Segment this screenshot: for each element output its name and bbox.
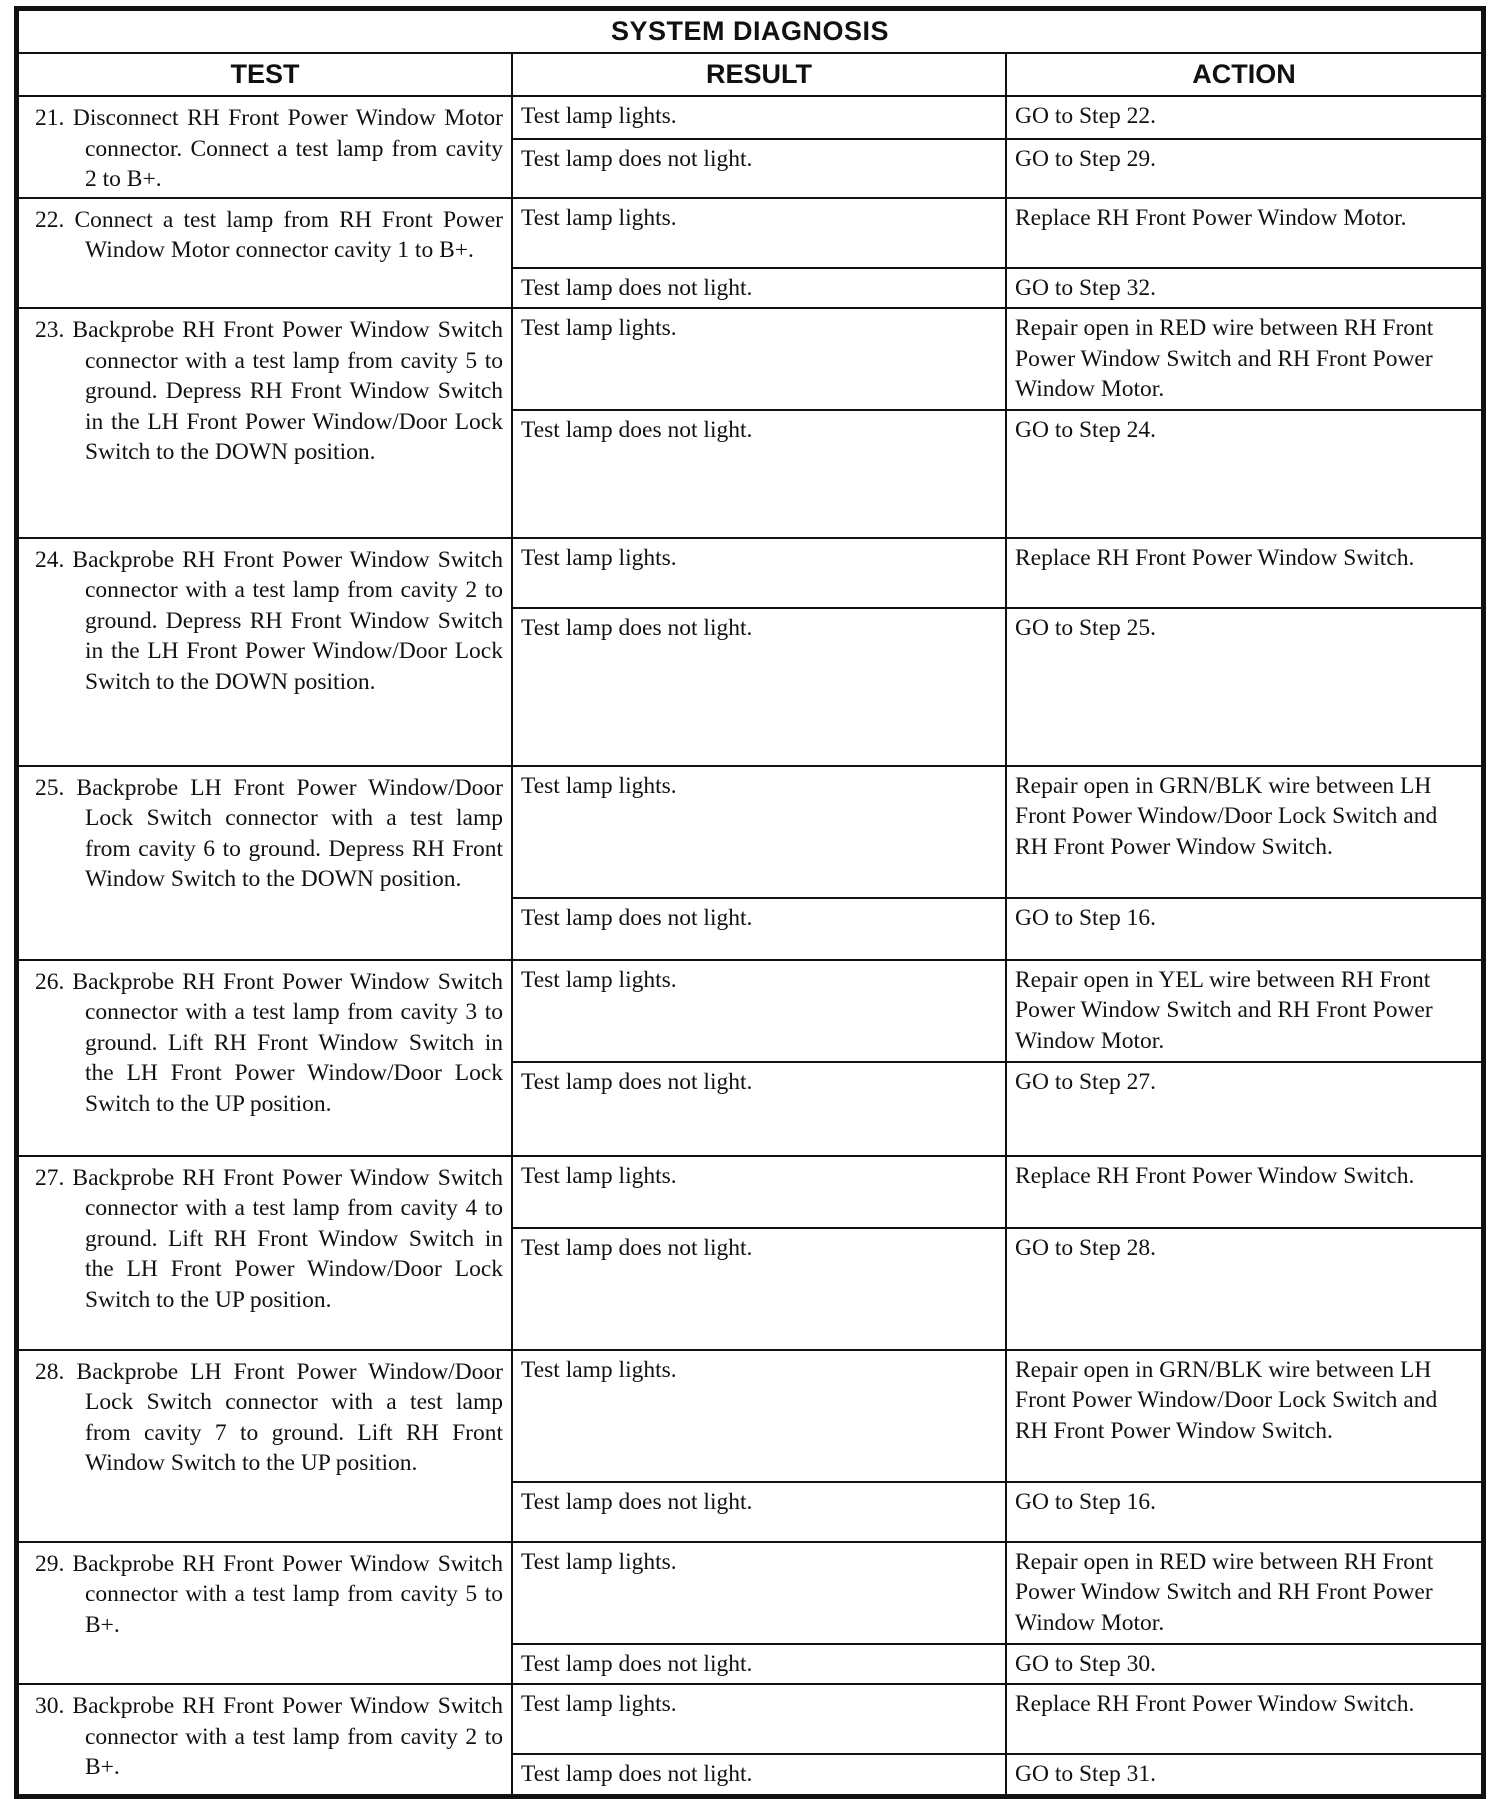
title-row xyxy=(18,10,1482,53)
action-cell: GO to Step 27. xyxy=(1006,1062,1482,1156)
result-cell: Test lamp lights. xyxy=(512,308,1006,410)
result-cell: Test lamp lights. xyxy=(512,1156,1006,1228)
test-step-21: 21. Disconnect RH Front Power Window Motor connector. Connect a test lamp from cavity 2 to B+. xyxy=(18,96,512,198)
table-row xyxy=(18,96,1482,139)
table-body xyxy=(18,96,1482,1795)
test-step-24: 24. Backprobe RH Front Power Window Switch connector with a test lamp from cavity 2 to ground. Depress RH Front Window Switch in the LH Front Power Window/Door Lock Switch to the DOWN position. xyxy=(18,538,512,766)
table-row xyxy=(18,1684,1482,1754)
test-step-25: 25. Backprobe LH Front Power Window/Door Lock Switch connector with a test lamp from cavity 6 to ground. Depress RH Front Window Switch to the DOWN position. xyxy=(18,766,512,960)
action-cell: Repair open in GRN/BLK wire between LH Front Power Window/Door Lock Switch and RH Front Power Window Switch. xyxy=(1006,1350,1482,1482)
action-cell: GO to Step 28. xyxy=(1006,1228,1482,1350)
result-cell: Test lamp does not light. xyxy=(512,1644,1006,1685)
header-test: TEST xyxy=(18,53,512,96)
result-cell: Test lamp does not light. xyxy=(512,410,1006,538)
table-row xyxy=(18,308,1482,410)
table-row xyxy=(18,198,1482,268)
result-cell: Test lamp does not light. xyxy=(512,139,1006,197)
action-cell: GO to Step 31. xyxy=(1006,1754,1482,1795)
action-cell: GO to Step 29. xyxy=(1006,139,1482,197)
test-step-30: 30. Backprobe RH Front Power Window Switch connector with a test lamp from cavity 2 to B+. xyxy=(18,1684,512,1795)
action-cell: Replace RH Front Power Window Switch. xyxy=(1006,1684,1482,1754)
test-step-22: 22. Connect a test lamp from RH Front Power Window Motor connector cavity 1 to B+. xyxy=(18,198,512,309)
result-cell: Test lamp lights. xyxy=(512,1542,1006,1644)
result-cell: Test lamp lights. xyxy=(512,198,1006,268)
action-cell: GO to Step 24. xyxy=(1006,410,1482,538)
result-cell: Test lamp lights. xyxy=(512,1684,1006,1754)
test-step-26: 26. Backprobe RH Front Power Window Switch connector with a test lamp from cavity 3 to ground. Lift RH Front Window Switch in the LH Front Power Window/Door Lock Switch to the UP position. xyxy=(18,960,512,1156)
table-row xyxy=(18,1156,1482,1228)
result-cell: Test lamp lights. xyxy=(512,766,1006,898)
action-cell: Repair open in GRN/BLK wire between LH Front Power Window/Door Lock Switch and RH Front Power Window Switch. xyxy=(1006,766,1482,898)
result-cell: Test lamp lights. xyxy=(512,538,1006,608)
test-step-29: 29. Backprobe RH Front Power Window Switch connector with a test lamp from cavity 5 to B+. xyxy=(18,1542,512,1685)
action-cell: GO to Step 30. xyxy=(1006,1644,1482,1685)
action-cell: GO to Step 25. xyxy=(1006,608,1482,766)
result-cell: Test lamp lights. xyxy=(512,1350,1006,1482)
table-row xyxy=(18,538,1482,608)
table-row xyxy=(18,1542,1482,1644)
result-cell: Test lamp does not light. xyxy=(512,1062,1006,1156)
result-cell: Test lamp lights. xyxy=(512,960,1006,1062)
result-cell: Test lamp lights. xyxy=(512,96,1006,139)
action-cell: Replace RH Front Power Window Switch. xyxy=(1006,1156,1482,1228)
result-cell: Test lamp does not light. xyxy=(512,1754,1006,1795)
action-cell: GO to Step 16. xyxy=(1006,1482,1482,1542)
result-cell: Test lamp does not light. xyxy=(512,1482,1006,1542)
action-cell: Repair open in YEL wire between RH Front Power Window Switch and RH Front Power Window Motor. xyxy=(1006,960,1482,1062)
diagnosis-table xyxy=(17,9,1483,1796)
diagnosis-sheet xyxy=(14,6,1486,1799)
result-cell: Test lamp does not light. xyxy=(512,1228,1006,1350)
action-cell: Replace RH Front Power Window Motor. xyxy=(1006,198,1482,268)
header-result: RESULT xyxy=(512,53,1006,96)
table-row xyxy=(18,960,1482,1062)
result-cell: Test lamp does not light. xyxy=(512,898,1006,960)
test-step-28: 28. Backprobe LH Front Power Window/Door Lock Switch connector with a test lamp from cavity 7 to ground. Lift RH Front Window Switch to the UP position. xyxy=(18,1350,512,1542)
test-step-23: 23. Backprobe RH Front Power Window Switch connector with a test lamp from cavity 5 to ground. Depress RH Front Window Switch in the LH Front Power Window/Door Lock Switch to the DOWN position. xyxy=(18,308,512,538)
test-step-27: 27. Backprobe RH Front Power Window Switch connector with a test lamp from cavity 4 to ground. Lift RH Front Window Switch in the LH Front Power Window/Door Lock Switch to the UP position. xyxy=(18,1156,512,1350)
action-cell: Repair open in RED wire between RH Front Power Window Switch and RH Front Power Window Motor. xyxy=(1006,308,1482,410)
action-cell: Repair open in RED wire between RH Front Power Window Switch and RH Front Power Window Motor. xyxy=(1006,1542,1482,1644)
action-cell: Replace RH Front Power Window Switch. xyxy=(1006,538,1482,608)
header-action: ACTION xyxy=(1006,53,1482,96)
action-cell: GO to Step 32. xyxy=(1006,268,1482,309)
table-row xyxy=(18,766,1482,898)
result-cell: Test lamp does not light. xyxy=(512,608,1006,766)
header-row xyxy=(18,53,1482,96)
table-row xyxy=(18,1350,1482,1482)
result-cell: Test lamp does not light. xyxy=(512,268,1006,309)
action-cell: GO to Step 22. xyxy=(1006,96,1482,139)
table-title: SYSTEM DIAGNOSIS xyxy=(18,10,1482,53)
action-cell: GO to Step 16. xyxy=(1006,898,1482,960)
